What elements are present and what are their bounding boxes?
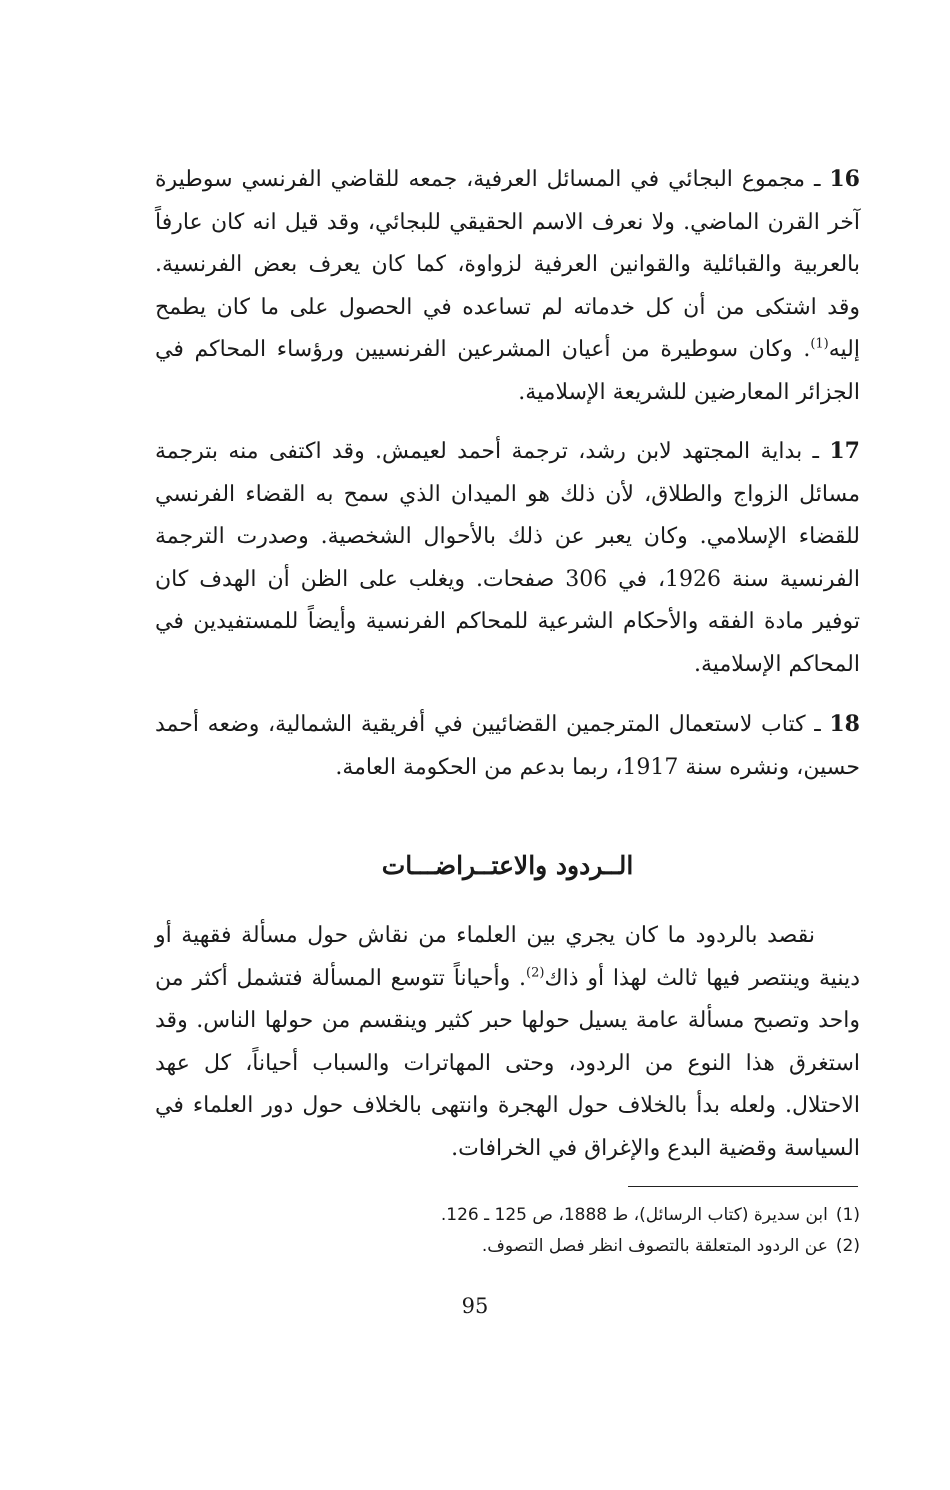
entry-18-text: ـ كتاب لاستعمال المترجمين القضائيين في أفريقية الشمالية، وضعه أحمد حسين، ونشره سنة 1917، ربما بدعم من الحكومة العامة.: [155, 712, 860, 780]
entry-17-number: 17: [829, 438, 860, 464]
footnote-divider: [628, 1186, 858, 1187]
entry-16-text: ـ مجموع البجائي في المسائل العرفية، جمعه للقاضي الفرنسي سوطيرة آخر القرن الماضي. ولا نعرف الاسم الحقيقي للبجائي، وقد قيل انه كان عارفاً بالعربية والقبائلية والقوانين العرفية لزواوة، كما كان يعرف بعض الفرنسية. وقد اشتكى من أن كل خدماته لم تساعده في الحصول على ما كان يطمح إليه: [155, 167, 860, 362]
footnote-marker: (2): [835, 1236, 860, 1256]
footnote-text: عن الردود المتعلقة بالتصوف انظر فصل التصوف.: [481, 1236, 828, 1256]
section-body-text-continued: . وأحياناً تتوسع المسألة فتشمل أكثر من واحد وتصبح مسألة عامة يسيل حولها حبر كثير وينقسم من حولها الناس. وقد استغرق هذا النوع من الردود، وحتى المهاترات والسباب أحياناً، كل عهد الاحتلال. ولعله بدأ بالخلاف حول الهجرة وانتهى بالخلاف حول دور العلماء في السياسة وقضية البدع والإغراق في الخرافات.: [155, 965, 860, 1161]
entry-16-text-continued: . وكان سوطيرة من أعيان المشرعين الفرنسيين ورؤساء المحاكم في الجزائر المعارضين للشريعة الإسلامية.: [155, 337, 860, 405]
section-body-paragraph: [155, 915, 860, 1170]
footnote-item: [155, 1231, 860, 1262]
footnote-marker: (1): [835, 1205, 860, 1225]
entry-18-paragraph: [155, 703, 860, 789]
section-body-text: نقصد بالردود ما كان يجري بين العلماء من نقاش حول مسألة فقهية أو دينية وينتصر فيها ثالث لهذا أو ذاك: [155, 923, 860, 991]
section-heading: الــردود والاعتــراضـــات: [381, 851, 634, 880]
footnote-ref-2: (2): [526, 965, 545, 981]
footnotes-list: [155, 1200, 860, 1262]
entry-18-number: 18: [829, 711, 860, 737]
entry-17-text: ـ بداية المجتهد لابن رشد، ترجمة أحمد لعيمش. وقد اكتفى منه بترجمة مسائل الزواج والطلاق، لأن ذلك هو الميدان الذي سمح به القضاء الفرنسي للقضاء الإسلامي. وكان يعبر عن ذلك بالأحوال الشخصية. وصدرت الترجمة الفرنسية سنة 1926، في 306 صفحات. ويغلب على الظن أن الهدف كان توفير مادة الفقه والأحكام الشرعية للمحاكم الفرنسية وأيضاً للمستفيدين في المحاكم الإسلامية.: [155, 439, 861, 677]
footnote-text: ابن سديرة (كتاب الرسائل)، ط 1888، ص 125 ـ 126.: [440, 1205, 828, 1225]
footnote-ref-1: (1): [810, 336, 829, 352]
footnote-item: [155, 1200, 860, 1231]
entry-16-paragraph: [155, 158, 860, 414]
page-number: 95: [461, 1294, 489, 1318]
entry-16-number: 16: [829, 166, 860, 192]
entry-17-paragraph: [155, 430, 860, 686]
